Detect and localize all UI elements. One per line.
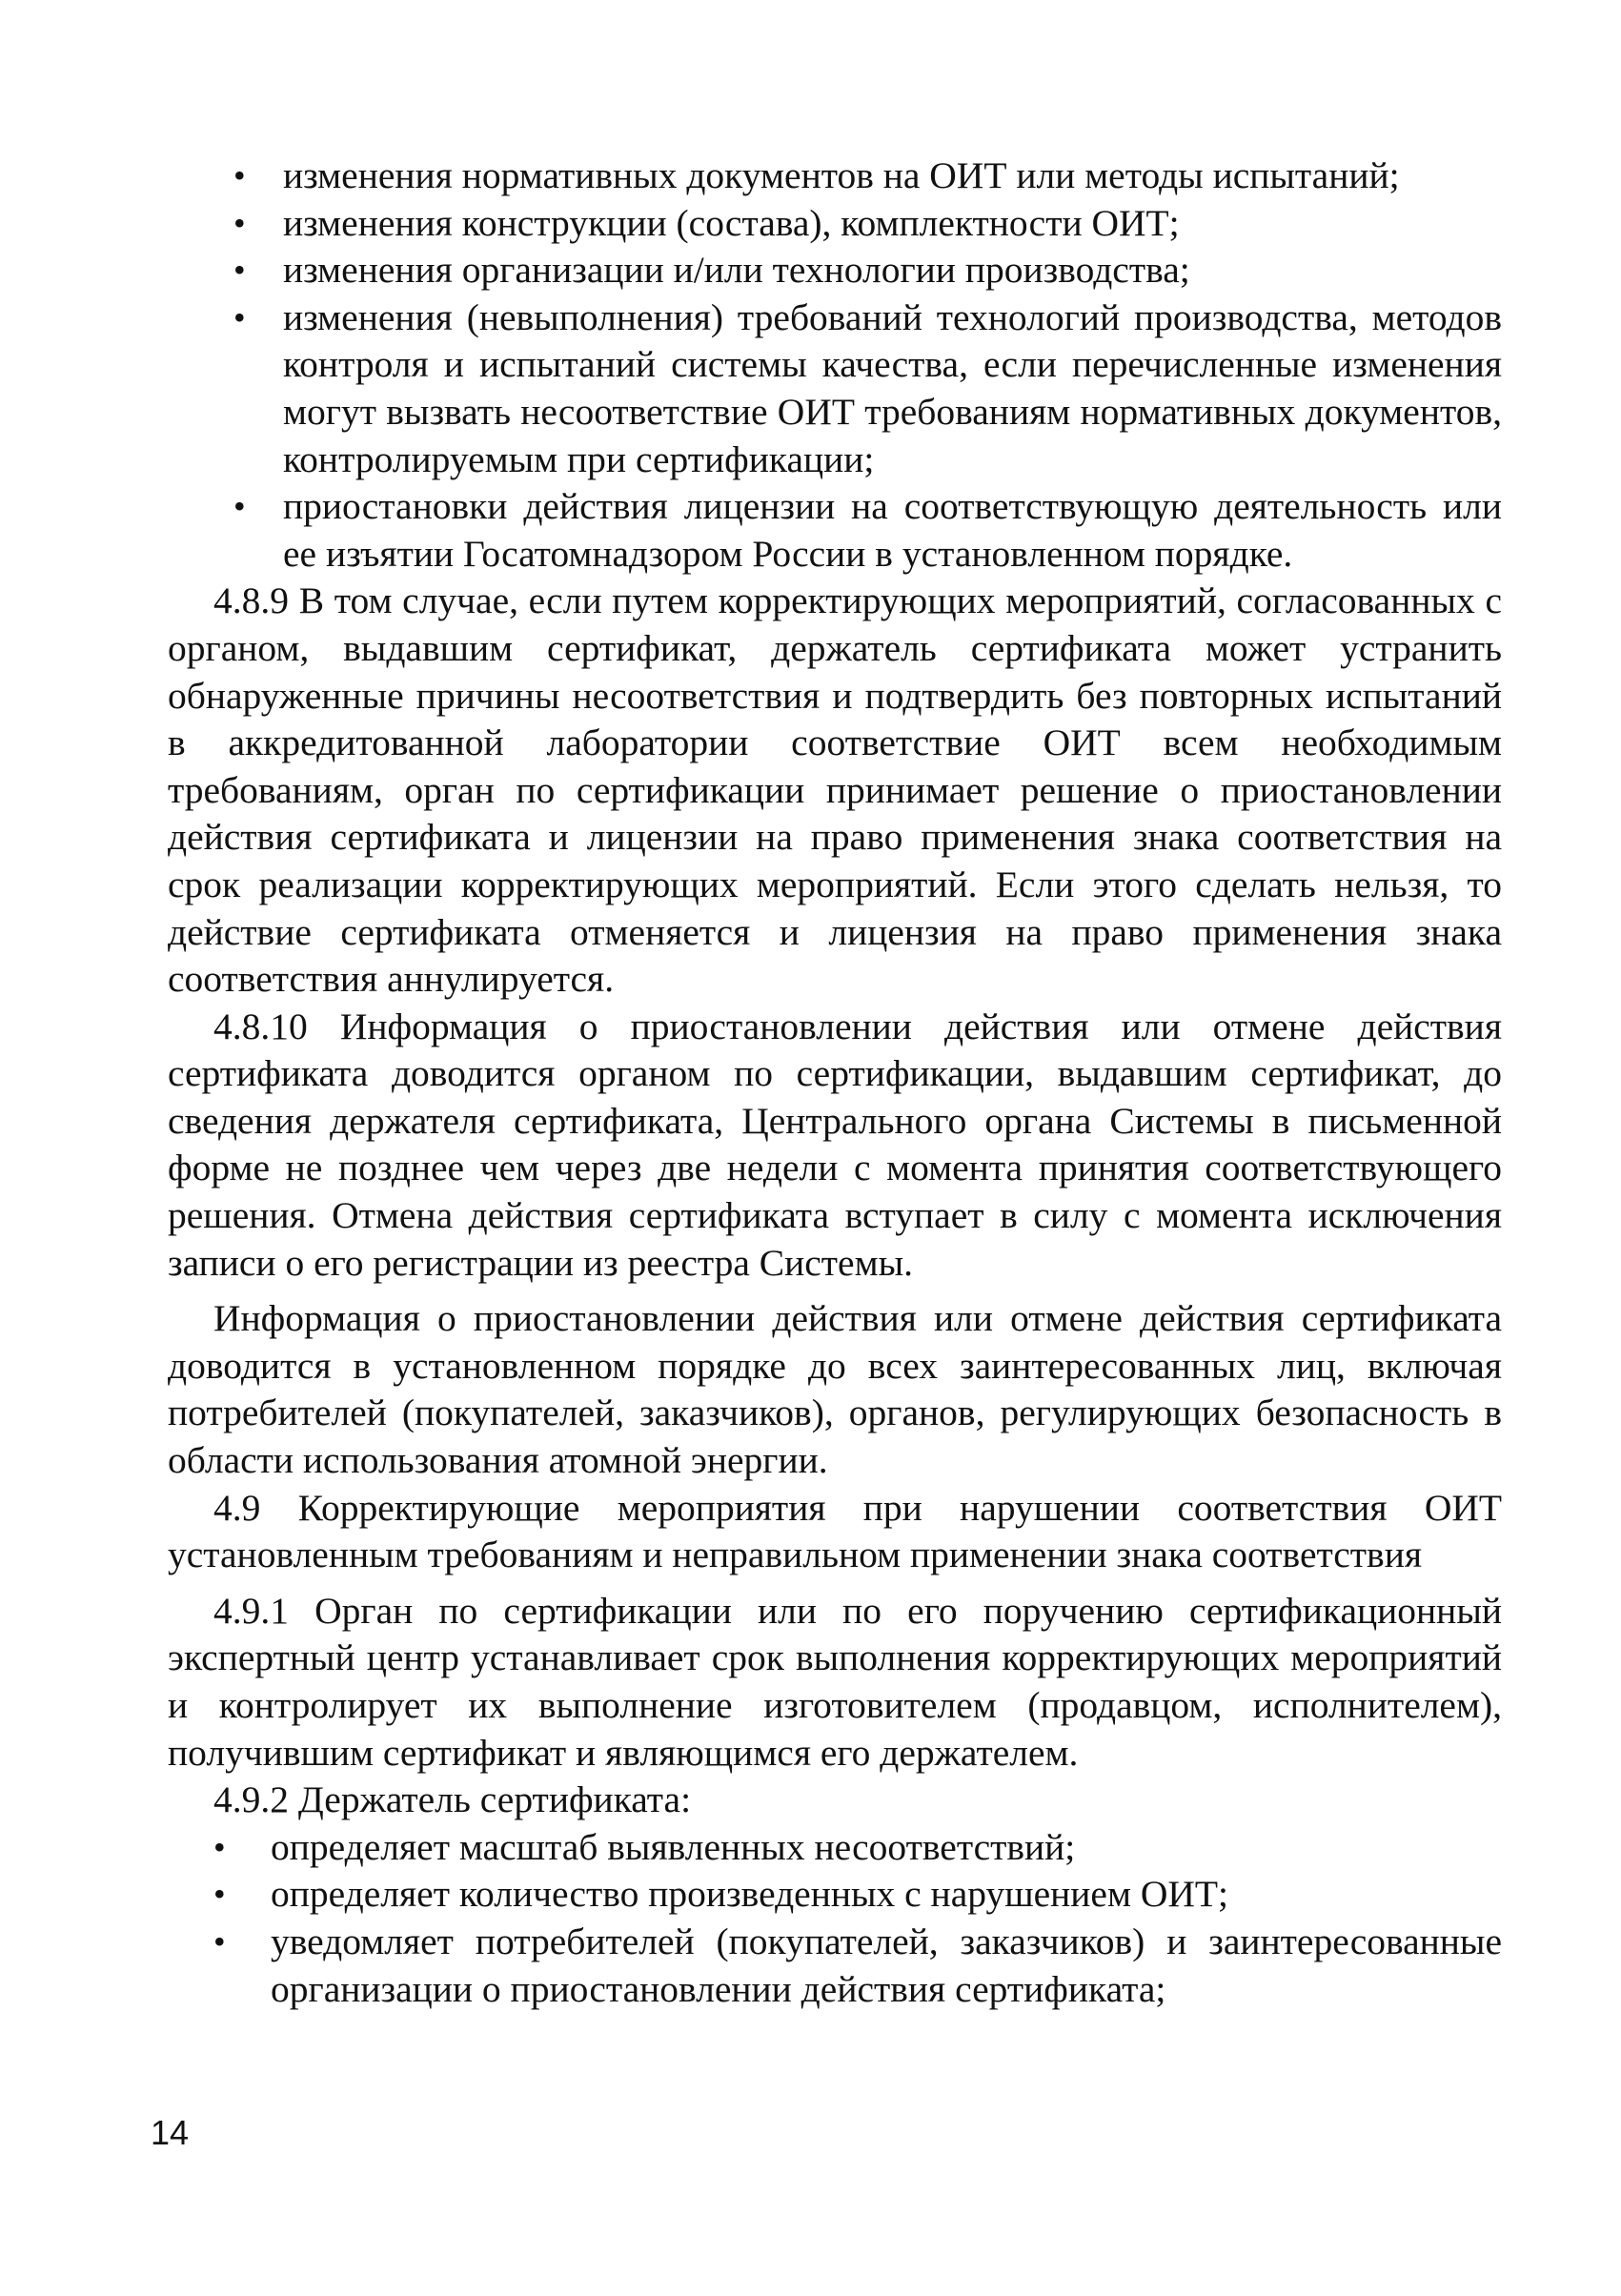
- list-item: • определяет количество произведенных с нарушением ОИТ;: [168, 1871, 1502, 1919]
- bullet-list-bottom: [168, 1824, 1502, 2013]
- list-item: • изменения организации и/или технологии производства;: [168, 247, 1502, 295]
- paragraph-4-9-2: 4.9.2 Держатель сертификата:: [213, 1778, 692, 1821]
- paragraph-4-9-1: 4.9.1 Орган по сертификации или по его поручению сертификационный экспертный центр устанавливает срок выполнения корректирующих мероприятий и контролирует их выполнение изготовителем (продавцом, исполнителем), получившим сертификат и являющимся его держателем.: [168, 1589, 1502, 1774]
- list-item: • изменения нормативных документов на ОИТ или методы испытаний;: [168, 152, 1502, 200]
- bullet-list-top: [168, 152, 1502, 578]
- list-item: • изменения (невыполнения) требований технологий производства, методов контроля и испытаний системы качества, если перечисленные изменения могут вызвать несоответствие ОИТ требованиям нормативных документов, контролируемым при сертификации;: [168, 295, 1502, 483]
- list-item: • приостановки действия лицензии на соответствующую деятельность или ее изъятии Госатомнадзором России в установленном порядке.: [168, 483, 1502, 578]
- paragraph-4-8-10: 4.8.10 Информация о приостановлении действия или отмене действия сертификата доводится органом по сертификации, выдавшим сертификат, до сведения держателя сертификата, Центрального органа Системы в письменной форме не позднее чем через две недели с момента принятия соответствующего решения. Отмена действия сертификата вступает в силу с момента исключения записи о его регистрации из реестра Системы.: [168, 1005, 1502, 1284]
- paragraph-information: Информация о приостановлении действия или отмене действия сертификата доводится в установленном порядке до всех заинтересованных лиц, включая потребителей (покупателей, заказчиков), органов, регулирующих безопасность в области использования атомной энергии.: [168, 1297, 1502, 1482]
- list-item: • уведомляет потребителей (покупателей, заказчиков) и заинтересованные организации о приостановлении действия сертификата;: [168, 1919, 1502, 2013]
- section-heading-4-9: 4.9 Корректирующие мероприятия при нарушении соответствия ОИТ установленным требованиям и неправильном применении знака соответствия: [168, 1486, 1502, 1576]
- paragraph-4-8-9: 4.8.9 В том случае, если путем корректирующих мероприятий, согласованных с органом, выдавшим сертификат, держатель сертификата может устранить обнаруженные причины несоответствия и подтвердить без повторных испытаний в аккредитованной лаборатории соответствие ОИТ всем необходимым требованиям, орган по сертификации принимает решение о приостановлении действия сертификата и лицензии на право применения знака соответствия на срок реализации корректирующих мероприятий. Если этого сделать нельзя, то действие сертификата отменяется и лицензия на право применения знака соответствия аннулируется.: [168, 579, 1502, 1001]
- page-body: [168, 152, 1502, 2013]
- list-item: • изменения конструкции (состава), комплектности ОИТ;: [168, 200, 1502, 248]
- page-number: 14: [151, 2113, 190, 2152]
- list-item: • определяет масштаб выявленных несоответствий;: [168, 1824, 1502, 1872]
